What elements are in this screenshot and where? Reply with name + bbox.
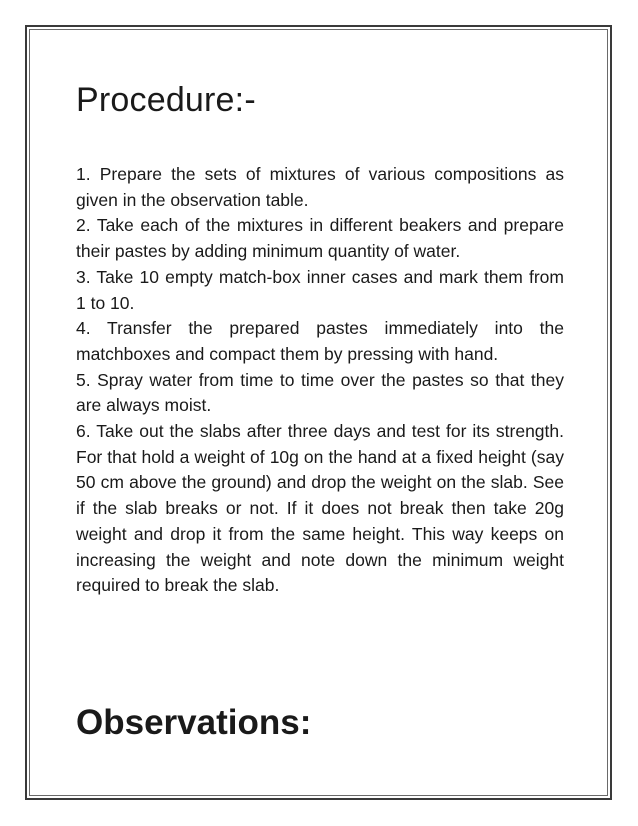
procedure-step-1: 1. Prepare the sets of mixtures of various compositions as given in the observation table. [76,164,564,210]
observations-heading: Observations: [76,703,312,742]
procedure-step-2: 2. Take each of the mixtures in different beakers and prepare their pastes by adding minimum quantity of water. [76,215,564,262]
procedure-step-4: 4. Transfer the prepared pastes immediately into the matchboxes and compact them by pressing with hand. [76,318,564,364]
procedure-step-6: 6. Take out the slabs after three days and test for its strength. For that hold a weight of 10g on the hand at a fixed height (say 50 cm above the ground) and drop the weight on the slab. See if the slab breaks or not. If it does not break then take 20g weight and drop it from the same height. This way keeps on increasing the weight and note down the minimum weight required to break the slab. [76,421,564,596]
procedure-heading: Procedure:- [76,81,256,119]
procedure-step-5: 5. Spray water from time to time over the pastes so that they are always moist. [76,369,564,416]
procedure-step-3: 3. Take 10 empty match-box inner cases and mark them from 1 to 10. [76,266,564,313]
procedure-section [76,78,564,599]
procedure-steps [76,162,564,599]
